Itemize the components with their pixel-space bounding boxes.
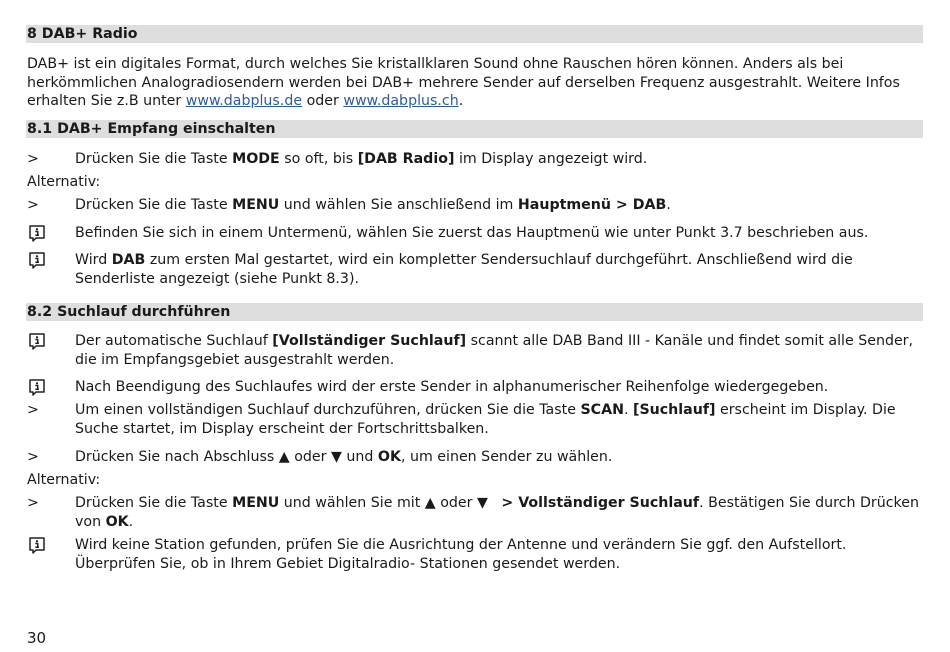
step-marker: > <box>27 449 39 465</box>
step-text: erscheint im Display. Die Suche startet, im Display erscheint der Fortschrittsbalken. <box>75 402 896 437</box>
intro-text-3: . <box>458 93 464 109</box>
info-icon <box>27 224 47 244</box>
step-scan <box>27 401 923 438</box>
info-note-no-station <box>27 536 923 573</box>
key-ok: OK <box>105 513 129 530</box>
key-mode: MODE <box>232 151 280 167</box>
key-scan: SCAN <box>580 402 624 418</box>
step-marker: > <box>27 197 39 213</box>
info-text: Der automatische Suchlauf <box>75 333 273 349</box>
step-text: . <box>623 402 633 418</box>
intro-text-1: DAB+ ist ein digitales Format, durch welches Sie kristallklaren Sound ohne Rauschen hören können. Anders als bei herkömmlichen Analogradiosendern werden bei DAB+ mehrere Sender auf derselben Frequenz ausgestrahlt. Weitere Infos erhalten Sie z.B unter <box>27 56 900 109</box>
step-text: Drücken Sie die Taste <box>75 495 233 511</box>
info-text: Nach Beendigung des Suchlaufes wird der erste Sender in alphanumerischer Reihenfolge wiedergegeben. <box>75 379 829 395</box>
display-dab-radio: [DAB Radio] <box>357 151 455 167</box>
step-text: . Bestätigen Sie durch Drücken von <box>75 495 919 530</box>
display-full-scan: [Vollständiger Suchlauf] <box>272 333 467 349</box>
step-mode <box>27 150 923 169</box>
step-text: so oft, bis <box>279 151 358 167</box>
step-marker: > <box>27 402 39 418</box>
key-menu: MENU <box>232 197 280 213</box>
display-suchlauf: [Suchlauf] <box>632 402 716 418</box>
intro-text-2: oder <box>302 93 344 109</box>
step-text: . <box>128 513 134 530</box>
info-icon <box>27 378 47 398</box>
link-dabplus-ch[interactable]: www.dabplus.ch <box>343 93 459 109</box>
info-text: zum ersten Mal gestartet, wird ein kompletter Sendersuchlauf durchgeführt. Anschließend wird die Senderliste angezeigt (siehe Punkt 8.3). <box>75 252 853 287</box>
info-icon <box>27 536 47 556</box>
info-text: Befinden Sie sich in einem Untermenü, wählen Sie zuerst das Hauptmenü wie unter Punkt 3.7 beschrieben aus. <box>75 225 869 241</box>
step-text: Drücken Sie die Taste <box>75 151 233 167</box>
step-marker: > <box>27 495 39 511</box>
step-text: und wählen Sie mit ▲ oder ▼ <box>279 495 502 511</box>
step-menu-full-scan <box>27 494 923 531</box>
key-menu: MENU <box>232 495 280 511</box>
key-dab: DAB <box>111 252 146 268</box>
menu-path: Hauptmenü > DAB <box>517 197 667 213</box>
info-text: Wird <box>75 252 112 268</box>
step-text: Drücken Sie die Taste <box>75 197 233 213</box>
section-8-heading: 8 DAB+ Radio <box>26 25 923 43</box>
menu-full-scan: > Vollständiger Suchlauf <box>501 495 700 511</box>
step-text: Um einen vollständigen Suchlauf durchzuführen, drücken Sie die Taste <box>75 402 581 418</box>
section-8-intro <box>27 55 923 111</box>
step-marker: > <box>27 151 39 167</box>
key-ok: OK <box>377 449 401 465</box>
step-menu-dab <box>27 196 923 215</box>
info-note-auto-scan <box>27 332 923 369</box>
info-icon <box>27 332 47 352</box>
section-8-1-heading: 8.1 DAB+ Empfang einschalten <box>26 120 923 138</box>
section-8-2-heading: 8.2 Suchlauf durchführen <box>26 303 923 321</box>
info-text: Wird keine Station gefunden, prüfen Sie die Ausrichtung der Antenne und verändern Sie ggf. den Aufstellort. Überprüfen Sie, ob in Ihrem Gebiet Digitalradio- Stationen gesendet werden. <box>75 537 847 572</box>
link-dabplus-de[interactable]: www.dabplus.de <box>185 93 303 109</box>
alternative-label: Alternativ: <box>27 174 101 190</box>
page-number: 30 <box>27 629 47 647</box>
step-text: Drücken Sie nach Abschluss ▲ oder ▼ und <box>75 449 378 465</box>
step-text: . <box>666 197 671 213</box>
info-note-after-scan <box>27 378 923 397</box>
info-text: scannt alle DAB Band III - Kanäle und findet somit alle Sender, die im Empfangsgebiet ausgestrahlt werden. <box>75 333 914 368</box>
alternative-label: Alternativ: <box>27 472 101 488</box>
info-note-first-start <box>27 251 923 288</box>
info-icon <box>27 251 47 271</box>
step-text: und wählen Sie anschließend im <box>279 197 518 213</box>
step-select-station <box>27 448 923 467</box>
info-note-submenu <box>27 224 923 243</box>
step-text: im Display angezeigt wird. <box>454 151 648 167</box>
step-text: , um einen Sender zu wählen. <box>400 449 613 465</box>
